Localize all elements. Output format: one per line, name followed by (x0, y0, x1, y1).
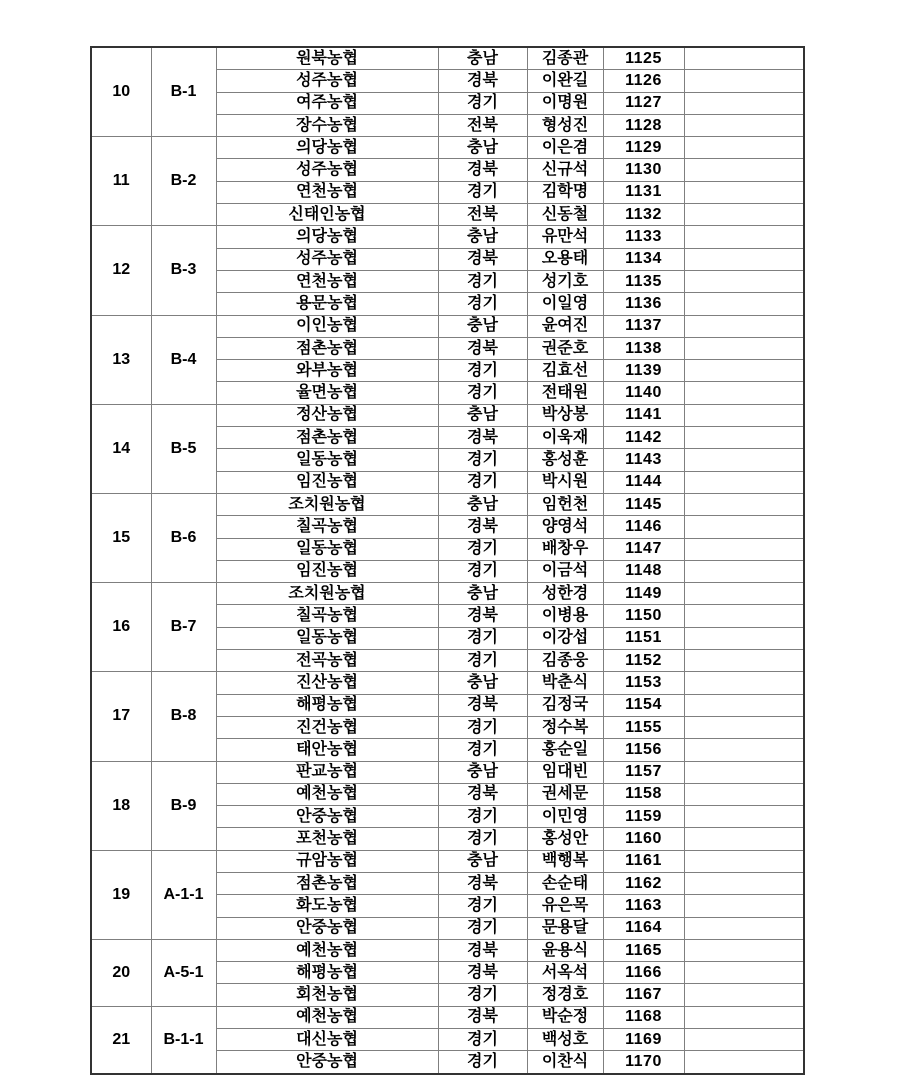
entry-number-cell: 1136 (603, 293, 684, 315)
empty-cell (684, 962, 804, 984)
group-number-cell: 18 (91, 761, 151, 850)
member-name-cell: 이찬식 (527, 1051, 603, 1074)
empty-cell (684, 560, 804, 582)
entry-number-cell: 1147 (603, 538, 684, 560)
member-name-cell: 손순태 (527, 872, 603, 894)
coop-name-cell: 회천농협 (216, 984, 438, 1006)
coop-name-cell: 규암농협 (216, 850, 438, 872)
empty-cell (684, 493, 804, 515)
empty-cell (684, 427, 804, 449)
entry-number-cell: 1164 (603, 917, 684, 939)
empty-cell (684, 761, 804, 783)
empty-cell (684, 672, 804, 694)
member-name-cell: 권세문 (527, 783, 603, 805)
assignment-table (90, 46, 805, 1075)
empty-cell (684, 248, 804, 270)
group-number-cell: 19 (91, 850, 151, 939)
entry-number-cell: 1129 (603, 137, 684, 159)
member-name-cell: 유은목 (527, 895, 603, 917)
member-name-cell: 김종웅 (527, 650, 603, 672)
group-number-cell: 15 (91, 493, 151, 582)
entry-number-cell: 1144 (603, 471, 684, 493)
group-code-cell: B-8 (151, 672, 216, 761)
empty-cell (684, 583, 804, 605)
group-number-cell: 16 (91, 583, 151, 672)
empty-cell (684, 293, 804, 315)
empty-cell (684, 605, 804, 627)
member-name-cell: 이명원 (527, 92, 603, 114)
empty-cell (684, 984, 804, 1006)
coop-name-cell: 일동농협 (216, 538, 438, 560)
region-cell: 경기 (438, 650, 527, 672)
entry-number-cell: 1162 (603, 872, 684, 894)
entry-number-cell: 1165 (603, 939, 684, 961)
region-cell: 충남 (438, 47, 527, 70)
group-code-cell: B-7 (151, 583, 216, 672)
region-cell: 경기 (438, 806, 527, 828)
empty-cell (684, 360, 804, 382)
entry-number-cell: 1134 (603, 248, 684, 270)
entry-number-cell: 1154 (603, 694, 684, 716)
group-code-cell: A-5-1 (151, 939, 216, 1006)
empty-cell (684, 226, 804, 248)
entry-number-cell: 1141 (603, 404, 684, 426)
coop-name-cell: 해평농협 (216, 962, 438, 984)
entry-number-cell: 1127 (603, 92, 684, 114)
member-name-cell: 성기호 (527, 270, 603, 292)
coop-name-cell: 점촌농협 (216, 872, 438, 894)
table-row (91, 1006, 804, 1028)
member-name-cell: 홍성훈 (527, 449, 603, 471)
empty-cell (684, 449, 804, 471)
table-row (91, 761, 804, 783)
member-name-cell: 박상봉 (527, 404, 603, 426)
coop-name-cell: 성주농협 (216, 159, 438, 181)
entry-number-cell: 1155 (603, 716, 684, 738)
coop-name-cell: 태안농협 (216, 739, 438, 761)
empty-cell (684, 47, 804, 70)
empty-cell (684, 181, 804, 203)
entry-number-cell: 1145 (603, 493, 684, 515)
coop-name-cell: 정산농협 (216, 404, 438, 426)
region-cell: 경북 (438, 1006, 527, 1028)
region-cell: 경기 (438, 382, 527, 404)
region-cell: 경기 (438, 1051, 527, 1074)
member-name-cell: 홍성안 (527, 828, 603, 850)
region-cell: 경기 (438, 895, 527, 917)
region-cell: 경기 (438, 560, 527, 582)
entry-number-cell: 1150 (603, 605, 684, 627)
member-name-cell: 형성진 (527, 114, 603, 136)
coop-name-cell: 진산농협 (216, 672, 438, 694)
empty-cell (684, 337, 804, 359)
empty-cell (684, 315, 804, 337)
region-cell: 경북 (438, 337, 527, 359)
entry-number-cell: 1128 (603, 114, 684, 136)
coop-name-cell: 연천농협 (216, 181, 438, 203)
empty-cell (684, 650, 804, 672)
table-row (91, 850, 804, 872)
group-code-cell: B-2 (151, 137, 216, 226)
region-cell: 충남 (438, 137, 527, 159)
region-cell: 경북 (438, 159, 527, 181)
member-name-cell: 서옥석 (527, 962, 603, 984)
region-cell: 경기 (438, 538, 527, 560)
entry-number-cell: 1132 (603, 204, 684, 226)
member-name-cell: 김정국 (527, 694, 603, 716)
group-code-cell: B-6 (151, 493, 216, 582)
coop-name-cell: 신태인농협 (216, 204, 438, 226)
empty-cell (684, 806, 804, 828)
member-name-cell: 양영석 (527, 516, 603, 538)
member-name-cell: 임헌천 (527, 493, 603, 515)
region-cell: 충남 (438, 761, 527, 783)
region-cell: 경북 (438, 783, 527, 805)
group-code-cell: B-9 (151, 761, 216, 850)
member-name-cell: 문용달 (527, 917, 603, 939)
entry-number-cell: 1148 (603, 560, 684, 582)
region-cell: 경기 (438, 270, 527, 292)
region-cell: 경북 (438, 962, 527, 984)
member-name-cell: 전태원 (527, 382, 603, 404)
member-name-cell: 홍순일 (527, 739, 603, 761)
empty-cell (684, 538, 804, 560)
entry-number-cell: 1157 (603, 761, 684, 783)
region-cell: 충남 (438, 850, 527, 872)
empty-cell (684, 694, 804, 716)
entry-number-cell: 1149 (603, 583, 684, 605)
coop-name-cell: 용문농협 (216, 293, 438, 315)
empty-cell (684, 270, 804, 292)
coop-name-cell: 이인농협 (216, 315, 438, 337)
group-number-cell: 13 (91, 315, 151, 404)
member-name-cell: 이일영 (527, 293, 603, 315)
member-name-cell: 이강섭 (527, 627, 603, 649)
entry-number-cell: 1159 (603, 806, 684, 828)
member-name-cell: 이욱재 (527, 427, 603, 449)
coop-name-cell: 예천농협 (216, 939, 438, 961)
coop-name-cell: 와부농협 (216, 360, 438, 382)
empty-cell (684, 471, 804, 493)
region-cell: 경기 (438, 293, 527, 315)
entry-number-cell: 1156 (603, 739, 684, 761)
group-number-cell: 14 (91, 404, 151, 493)
entry-number-cell: 1167 (603, 984, 684, 1006)
coop-name-cell: 점촌농협 (216, 427, 438, 449)
empty-cell (684, 1051, 804, 1074)
member-name-cell: 배창우 (527, 538, 603, 560)
member-name-cell: 이민영 (527, 806, 603, 828)
group-number-cell: 10 (91, 47, 151, 137)
coop-name-cell: 조치원농협 (216, 493, 438, 515)
member-name-cell: 백성호 (527, 1029, 603, 1051)
member-name-cell: 성한경 (527, 583, 603, 605)
empty-cell (684, 204, 804, 226)
region-cell: 경북 (438, 248, 527, 270)
entry-number-cell: 1125 (603, 47, 684, 70)
member-name-cell: 정수복 (527, 716, 603, 738)
coop-name-cell: 진건농협 (216, 716, 438, 738)
member-name-cell: 오용태 (527, 248, 603, 270)
region-cell: 경북 (438, 939, 527, 961)
entry-number-cell: 1140 (603, 382, 684, 404)
member-name-cell: 박춘식 (527, 672, 603, 694)
coop-name-cell: 여주농협 (216, 92, 438, 114)
group-code-cell: B-1 (151, 47, 216, 137)
entry-number-cell: 1151 (603, 627, 684, 649)
group-number-cell: 17 (91, 672, 151, 761)
entry-number-cell: 1138 (603, 337, 684, 359)
member-name-cell: 김종관 (527, 47, 603, 70)
member-name-cell: 김효선 (527, 360, 603, 382)
region-cell: 경북 (438, 694, 527, 716)
region-cell: 충남 (438, 493, 527, 515)
coop-name-cell: 안중농협 (216, 806, 438, 828)
member-name-cell: 유만석 (527, 226, 603, 248)
member-name-cell: 정경호 (527, 984, 603, 1006)
empty-cell (684, 939, 804, 961)
coop-name-cell: 율면농협 (216, 382, 438, 404)
empty-cell (684, 137, 804, 159)
empty-cell (684, 1006, 804, 1028)
entry-number-cell: 1168 (603, 1006, 684, 1028)
group-code-cell: B-5 (151, 404, 216, 493)
member-name-cell: 이은겸 (527, 137, 603, 159)
region-cell: 경기 (438, 92, 527, 114)
coop-name-cell: 판교농협 (216, 761, 438, 783)
empty-cell (684, 70, 804, 92)
entry-number-cell: 1135 (603, 270, 684, 292)
member-name-cell: 이금석 (527, 560, 603, 582)
empty-cell (684, 828, 804, 850)
member-name-cell: 박순정 (527, 1006, 603, 1028)
group-code-cell: B-4 (151, 315, 216, 404)
table-row (91, 47, 804, 70)
region-cell: 경북 (438, 516, 527, 538)
entry-number-cell: 1146 (603, 516, 684, 538)
member-name-cell: 임대빈 (527, 761, 603, 783)
entry-number-cell: 1130 (603, 159, 684, 181)
group-number-cell: 12 (91, 226, 151, 315)
member-name-cell: 신규석 (527, 159, 603, 181)
coop-name-cell: 성주농협 (216, 248, 438, 270)
region-cell: 경기 (438, 716, 527, 738)
coop-name-cell: 연천농협 (216, 270, 438, 292)
coop-name-cell: 대신농협 (216, 1029, 438, 1051)
group-code-cell: A-1-1 (151, 850, 216, 939)
region-cell: 경기 (438, 917, 527, 939)
table-body (91, 47, 804, 1074)
region-cell: 경북 (438, 605, 527, 627)
region-cell: 충남 (438, 583, 527, 605)
member-name-cell: 이완길 (527, 70, 603, 92)
entry-number-cell: 1152 (603, 650, 684, 672)
group-number-cell: 21 (91, 1006, 151, 1073)
coop-name-cell: 예천농협 (216, 783, 438, 805)
empty-cell (684, 382, 804, 404)
coop-name-cell: 예천농협 (216, 1006, 438, 1028)
empty-cell (684, 917, 804, 939)
empty-cell (684, 895, 804, 917)
table-row (91, 226, 804, 248)
empty-cell (684, 739, 804, 761)
table-row (91, 137, 804, 159)
entry-number-cell: 1170 (603, 1051, 684, 1074)
entry-number-cell: 1163 (603, 895, 684, 917)
region-cell: 경기 (438, 984, 527, 1006)
coop-name-cell: 임진농협 (216, 560, 438, 582)
entry-number-cell: 1126 (603, 70, 684, 92)
region-cell: 경기 (438, 739, 527, 761)
region-cell: 경북 (438, 872, 527, 894)
coop-name-cell: 해평농협 (216, 694, 438, 716)
region-cell: 충남 (438, 226, 527, 248)
empty-cell (684, 783, 804, 805)
region-cell: 충남 (438, 315, 527, 337)
entry-number-cell: 1139 (603, 360, 684, 382)
member-name-cell: 이병용 (527, 605, 603, 627)
coop-name-cell: 일동농협 (216, 627, 438, 649)
region-cell: 충남 (438, 672, 527, 694)
coop-name-cell: 안중농협 (216, 917, 438, 939)
region-cell: 경기 (438, 449, 527, 471)
entry-number-cell: 1131 (603, 181, 684, 203)
region-cell: 경기 (438, 627, 527, 649)
table-row (91, 583, 804, 605)
region-cell: 경기 (438, 828, 527, 850)
coop-name-cell: 화도농협 (216, 895, 438, 917)
entry-number-cell: 1169 (603, 1029, 684, 1051)
coop-name-cell: 칠곡농협 (216, 605, 438, 627)
coop-name-cell: 장수농협 (216, 114, 438, 136)
empty-cell (684, 1029, 804, 1051)
entry-number-cell: 1153 (603, 672, 684, 694)
entry-number-cell: 1143 (603, 449, 684, 471)
table-row (91, 315, 804, 337)
member-name-cell: 백행복 (527, 850, 603, 872)
region-cell: 경기 (438, 471, 527, 493)
member-name-cell: 윤여진 (527, 315, 603, 337)
empty-cell (684, 627, 804, 649)
group-code-cell: B-1-1 (151, 1006, 216, 1073)
region-cell: 전북 (438, 204, 527, 226)
empty-cell (684, 159, 804, 181)
coop-name-cell: 전곡농협 (216, 650, 438, 672)
table-row (91, 404, 804, 426)
table-row (91, 672, 804, 694)
member-name-cell: 윤용식 (527, 939, 603, 961)
empty-cell (684, 114, 804, 136)
region-cell: 경기 (438, 1029, 527, 1051)
region-cell: 충남 (438, 404, 527, 426)
entry-number-cell: 1160 (603, 828, 684, 850)
table-row (91, 493, 804, 515)
group-code-cell: B-3 (151, 226, 216, 315)
region-cell: 경기 (438, 360, 527, 382)
member-name-cell: 김학명 (527, 181, 603, 203)
entry-number-cell: 1161 (603, 850, 684, 872)
empty-cell (684, 850, 804, 872)
coop-name-cell: 조치원농협 (216, 583, 438, 605)
region-cell: 경북 (438, 70, 527, 92)
entry-number-cell: 1137 (603, 315, 684, 337)
member-name-cell: 신동철 (527, 204, 603, 226)
region-cell: 경기 (438, 181, 527, 203)
empty-cell (684, 872, 804, 894)
region-cell: 경북 (438, 427, 527, 449)
group-number-cell: 11 (91, 137, 151, 226)
coop-name-cell: 원북농협 (216, 47, 438, 70)
member-name-cell: 박시원 (527, 471, 603, 493)
coop-name-cell: 성주농협 (216, 70, 438, 92)
empty-cell (684, 516, 804, 538)
empty-cell (684, 716, 804, 738)
coop-name-cell: 임진농협 (216, 471, 438, 493)
entry-number-cell: 1142 (603, 427, 684, 449)
member-name-cell: 권준호 (527, 337, 603, 359)
coop-name-cell: 의당농협 (216, 137, 438, 159)
entry-number-cell: 1133 (603, 226, 684, 248)
table-row (91, 939, 804, 961)
coop-name-cell: 점촌농협 (216, 337, 438, 359)
coop-name-cell: 안중농협 (216, 1051, 438, 1074)
coop-name-cell: 포천농협 (216, 828, 438, 850)
empty-cell (684, 92, 804, 114)
group-number-cell: 20 (91, 939, 151, 1006)
coop-name-cell: 의당농협 (216, 226, 438, 248)
entry-number-cell: 1158 (603, 783, 684, 805)
coop-name-cell: 일동농협 (216, 449, 438, 471)
empty-cell (684, 404, 804, 426)
region-cell: 전북 (438, 114, 527, 136)
entry-number-cell: 1166 (603, 962, 684, 984)
coop-name-cell: 칠곡농협 (216, 516, 438, 538)
